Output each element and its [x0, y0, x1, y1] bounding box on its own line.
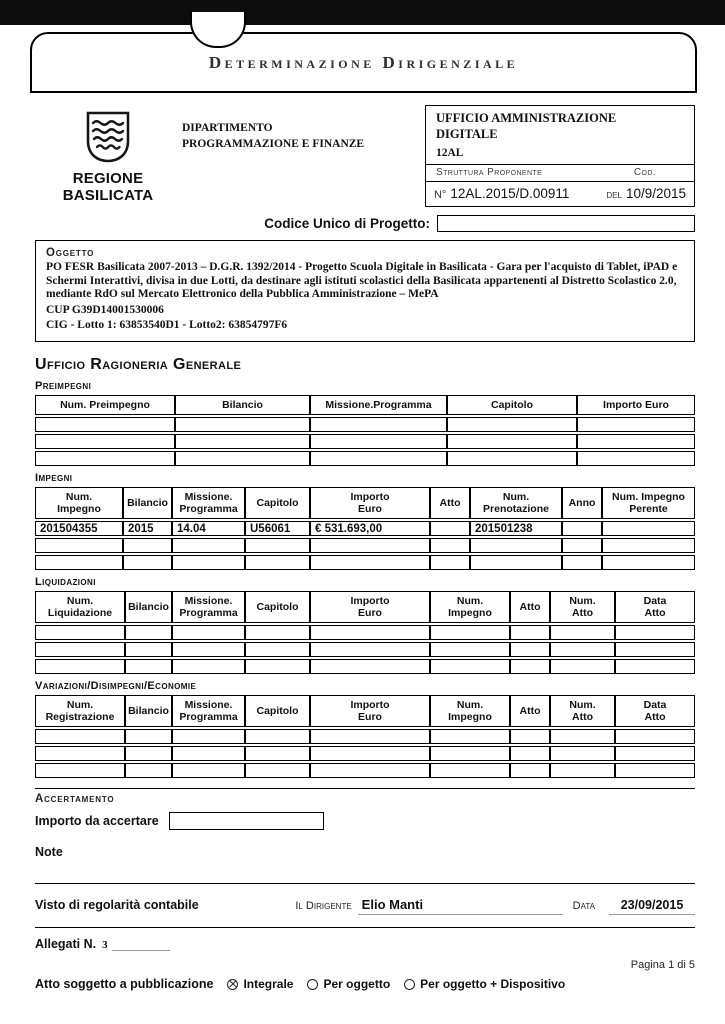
publication-option-integrale[interactable]: [227, 977, 293, 991]
table-cell: [550, 729, 615, 744]
importo-da-accertare-input[interactable]: [169, 812, 324, 830]
table-row: [35, 763, 695, 778]
table-cell: [35, 555, 123, 570]
office-name: UFFICIO AMMINISTRAZIONE DIGITALE: [436, 111, 617, 141]
table-cell: [245, 555, 310, 570]
office-code: 12AL: [436, 147, 464, 160]
regione-basilicata-crest-icon: [85, 111, 131, 163]
table-row: [35, 434, 695, 449]
table-cell: [430, 538, 470, 553]
table-cell: [550, 659, 615, 674]
table-cell: [602, 521, 695, 536]
oggetto-cup-line: CUP G39D14001530006: [46, 303, 164, 316]
table-row: [35, 729, 695, 744]
department-name: DIPARTIMENTO PROGRAMMAZIONE E FINANZE: [182, 122, 365, 150]
allegati-count: 3: [102, 939, 108, 952]
column-header: Num. Impegno: [430, 591, 510, 623]
del-value: 10/9/2015: [625, 186, 686, 202]
table-cell: [245, 746, 310, 761]
table-cell: [550, 763, 615, 778]
cup-input[interactable]: [437, 215, 695, 232]
accertamento-label: Accertamento: [35, 793, 115, 806]
preimpegni-table: [35, 393, 695, 468]
table-cell: [172, 555, 245, 570]
table-cell: [35, 625, 125, 640]
table-cell: [447, 451, 577, 466]
note-label: Note: [35, 845, 63, 860]
table-cell: [510, 642, 550, 657]
publication-label: Atto soggetto a pubblicazione: [35, 977, 214, 992]
table-cell: [125, 746, 172, 761]
office-block: [426, 106, 694, 164]
table-cell: [430, 746, 510, 761]
column-header: Num. Atto: [550, 695, 615, 727]
table-cell: [510, 625, 550, 640]
table-cell: [172, 763, 245, 778]
table-cell: [245, 763, 310, 778]
table-cell: [615, 642, 695, 657]
table-cell: [35, 763, 125, 778]
table-cell: 201501238: [470, 521, 562, 536]
table-cell: [125, 625, 172, 640]
logo-text: REGIONE BASILICATA: [62, 170, 154, 204]
table-cell: [172, 538, 245, 553]
column-header: Importo Euro: [310, 487, 430, 519]
table-cell: [430, 625, 510, 640]
divider: [35, 927, 695, 928]
table-cell: € 531.693,00: [310, 521, 430, 536]
table-cell: [430, 521, 470, 536]
allegati-label: Allegati N.: [35, 937, 97, 952]
table-cell: [470, 555, 562, 570]
table-cell: [172, 746, 245, 761]
oggetto-text: PO FESR Basilicata 2007-2013 – D.G.R. 1392/2014 - Progetto Scuola Digitale in Basilicata - Gara per l'acquisto di Tablet, iPAD e Schermi Interattivi, divisa in due Lotti, da destinare agli istituti scolastici della Basilicata appartenenti al Distretto Scolastico 2.0, mediante RdO sul Mercato Elettronico della Pubblica Amministrazione – MePA: [46, 261, 678, 301]
radio-label: Per oggetto + Dispositivo: [420, 977, 566, 992]
publication-option-per-oggetto-dispositivo[interactable]: [404, 977, 565, 991]
table-cell: [125, 729, 172, 744]
accertamento-section: [35, 788, 695, 859]
column-header: Atto: [430, 487, 470, 519]
column-header: Bilancio: [125, 591, 172, 623]
table-cell: [125, 763, 172, 778]
cup-label: Codice Unico di Progetto:: [264, 216, 430, 231]
radio-label: Per oggetto: [323, 977, 391, 992]
radio-label: Integrale: [243, 977, 294, 992]
column-header: Importo Euro: [310, 695, 430, 727]
divider: [35, 883, 695, 884]
column-header: Num. Preimpegno: [35, 395, 175, 415]
publication-options: [227, 977, 565, 991]
table-cell: [310, 434, 447, 449]
table-cell: [35, 729, 125, 744]
oggetto-box: [35, 240, 695, 342]
column-header: Num. Liquidazione: [35, 591, 125, 623]
dirigente-signature: Elio Manti: [358, 897, 563, 915]
table-row: [35, 659, 695, 674]
table-cell: [310, 538, 430, 553]
table-cell: [510, 659, 550, 674]
table-cell: [615, 746, 695, 761]
table-cell: [562, 538, 602, 553]
page-number: Pagina 1 di 5: [630, 959, 695, 972]
table-row: [35, 451, 695, 466]
table-row: [35, 625, 695, 640]
document-title: Determinazione Dirigenziale: [208, 52, 519, 72]
column-header: Anno: [562, 487, 602, 519]
column-header: Num. Impegno: [35, 487, 123, 519]
del-label: del: [606, 189, 622, 202]
visto-row: [35, 897, 695, 915]
table-cell: [577, 434, 695, 449]
column-header: Missione. Programma: [172, 487, 245, 519]
variazioni-table: [35, 693, 695, 780]
radio-selected-icon[interactable]: [227, 979, 238, 990]
column-header: Data Atto: [615, 695, 695, 727]
column-header: Capitolo: [245, 487, 310, 519]
liquidazioni-table: [35, 589, 695, 676]
table-cell: [172, 729, 245, 744]
column-header: Missione. Programma: [172, 591, 245, 623]
variazioni-section: [35, 680, 695, 780]
table-cell: [35, 538, 123, 553]
table-cell: [35, 451, 175, 466]
visto-label: Visto di regolarità contabile: [35, 898, 199, 913]
table-cell: [35, 434, 175, 449]
column-header: Atto: [510, 695, 550, 727]
document-header: [0, 105, 725, 205]
table-cell: [602, 538, 695, 553]
table-cell: [35, 746, 125, 761]
column-header: Missione.Programma: [310, 395, 447, 415]
table-cell: [310, 729, 430, 744]
radio-unselected-icon[interactable]: [404, 979, 415, 990]
column-header: Importo Euro: [310, 591, 430, 623]
table-cell: [577, 451, 695, 466]
table-cell: [310, 763, 430, 778]
numero-value: 12AL.2015/D.00911: [450, 186, 570, 202]
data-label: Data: [572, 900, 595, 913]
table-row: [35, 642, 695, 657]
table-cell: [310, 625, 430, 640]
table-cell: [470, 538, 562, 553]
dirigente-label: Il Dirigente: [295, 900, 352, 913]
table-cell: [310, 642, 430, 657]
table-cell: [245, 729, 310, 744]
table-cell: [123, 555, 172, 570]
table-cell: [245, 642, 310, 657]
table-cell: [310, 659, 430, 674]
table-cell: [510, 763, 550, 778]
table-row: [35, 521, 695, 536]
table-cell: [550, 625, 615, 640]
table-cell: [175, 417, 310, 432]
importo-da-accertare-label: Importo da accertare: [35, 814, 159, 829]
column-header: Importo Euro: [577, 395, 695, 415]
publication-option-per-oggetto[interactable]: [307, 977, 390, 991]
column-header: Data Atto: [615, 591, 695, 623]
table-cell: [125, 659, 172, 674]
table-cell: [123, 538, 172, 553]
column-header: Capitolo: [245, 591, 310, 623]
column-header: Num. Atto: [550, 591, 615, 623]
document-title-box: [30, 32, 697, 93]
table-cell: [562, 555, 602, 570]
table-cell: [172, 625, 245, 640]
table-cell: [175, 451, 310, 466]
table-cell: [172, 642, 245, 657]
oggetto-label: Oggetto: [46, 247, 95, 259]
variazioni-label: Variazioni/Disimpegni/Economie: [35, 680, 197, 693]
column-header: Num. Impegno Perente: [602, 487, 695, 519]
struttura-labels-row: [426, 164, 694, 181]
table-cell: [615, 763, 695, 778]
preimpegni-section: [35, 380, 695, 468]
liquidazioni-label: Liquidazioni: [35, 576, 96, 588]
regione-basilicata-logo: [28, 111, 188, 204]
table-cell: [430, 763, 510, 778]
column-header: Bilancio: [175, 395, 310, 415]
protocol-number-row: [426, 181, 694, 206]
impegni-table: [35, 485, 695, 572]
table-cell: [550, 642, 615, 657]
table-cell: [550, 746, 615, 761]
impegni-label: Impegni: [35, 471, 73, 484]
section-title-ragioneria: Ufficio Ragioneria Generale: [35, 355, 242, 373]
table-cell: [430, 729, 510, 744]
table-cell: [245, 659, 310, 674]
table-cell: 14.04: [172, 521, 245, 536]
table-cell: [602, 555, 695, 570]
table-cell: [35, 642, 125, 657]
column-header: Missione. Programma: [172, 695, 245, 727]
column-header: Atto: [510, 591, 550, 623]
table-cell: 201504355: [35, 521, 123, 536]
table-cell: [310, 555, 430, 570]
column-header: Num. Prenotazione: [470, 487, 562, 519]
cup-row: [0, 215, 695, 232]
allegati-fill-line: [112, 939, 170, 951]
column-header: Capitolo: [245, 695, 310, 727]
table-cell: [35, 659, 125, 674]
preimpegni-label: Preimpegni: [35, 379, 92, 392]
allegati-row: [35, 937, 695, 951]
column-header: Bilancio: [125, 695, 172, 727]
table-cell: [510, 729, 550, 744]
table-cell: [615, 729, 695, 744]
table-row: [35, 555, 695, 570]
table-cell: U56061: [245, 521, 310, 536]
table-cell: [577, 417, 695, 432]
data-value: 23/09/2015: [609, 898, 695, 915]
table-cell: [245, 625, 310, 640]
table-cell: [430, 555, 470, 570]
table-cell: [310, 746, 430, 761]
table-cell: [510, 746, 550, 761]
column-header: Num. Impegno: [430, 695, 510, 727]
numero-label: N°: [434, 189, 447, 202]
table-row: [35, 746, 695, 761]
table-row: [35, 417, 695, 432]
radio-unselected-icon[interactable]: [307, 979, 318, 990]
table-cell: [175, 434, 310, 449]
table-cell: [125, 642, 172, 657]
cod-label: Cod.: [633, 167, 656, 179]
table-cell: [447, 434, 577, 449]
table-cell: [562, 521, 602, 536]
struttura-proponente-label: Struttura Proponente: [436, 167, 543, 179]
table-cell: [172, 659, 245, 674]
table-cell: [447, 417, 577, 432]
liquidazioni-section: [35, 576, 695, 676]
struttura-proponente-box: [425, 105, 695, 207]
page-top-edge: [0, 0, 725, 25]
table-cell: [430, 642, 510, 657]
table-cell: [35, 417, 175, 432]
publication-row: [35, 977, 695, 991]
column-header: Bilancio: [123, 487, 172, 519]
table-cell: [310, 451, 447, 466]
table-cell: [430, 659, 510, 674]
table-row: [35, 538, 695, 553]
column-header: Num. Registrazione: [35, 695, 125, 727]
table-cell: 2015: [123, 521, 172, 536]
importo-da-accertare-row: [35, 812, 695, 830]
impegni-section: [35, 472, 695, 572]
table-cell: [245, 538, 310, 553]
table-cell: [615, 659, 695, 674]
table-cell: [310, 417, 447, 432]
column-header: Capitolo: [447, 395, 577, 415]
oggetto-cig-line: CIG - Lotto 1: 63853540D1 - Lotto2: 63854797F6: [46, 319, 288, 332]
table-cell: [615, 625, 695, 640]
